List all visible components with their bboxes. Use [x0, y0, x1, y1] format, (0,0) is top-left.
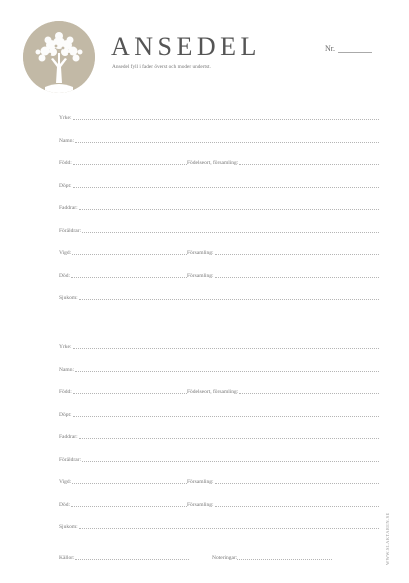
sub-field-label: Födelseort, församling: [187, 389, 239, 395]
field-label: Yrke: [59, 344, 72, 350]
field-label: Sjukom: [59, 295, 78, 301]
field-line[interactable] [79, 528, 379, 529]
number-label: Nr. [325, 44, 335, 53]
field-label: Faddrar: [59, 434, 78, 440]
tree-icon [23, 21, 95, 93]
sub-field-label: Församling: [187, 479, 214, 485]
sources-field[interactable] [59, 553, 189, 561]
form-field-row[interactable] [59, 522, 379, 530]
notes-line[interactable] [237, 559, 332, 560]
field-line[interactable] [75, 371, 379, 372]
form-field-row[interactable] [59, 387, 379, 395]
form-field-row[interactable] [59, 136, 379, 144]
field-label: Faddrar: [59, 205, 78, 211]
sub-field[interactable] [187, 389, 379, 395]
field-label: Född: [59, 160, 72, 166]
form-field-row[interactable] [59, 410, 379, 418]
sub-field[interactable] [187, 160, 379, 166]
form-field-row[interactable] [59, 365, 379, 373]
field-label: Död: [59, 272, 70, 279]
form-field-row[interactable] [59, 248, 379, 256]
field-line[interactable] [75, 142, 379, 143]
field-line[interactable] [79, 299, 379, 300]
field-line[interactable] [79, 438, 379, 439]
field-label: Sjukom: [59, 524, 78, 530]
form-field-row[interactable] [59, 203, 379, 211]
sub-field[interactable] [187, 250, 379, 256]
field-label: Föräldrar: [59, 456, 81, 463]
form-field-row[interactable] [59, 432, 379, 440]
field-label: Föräldrar: [59, 227, 81, 234]
form-field-row[interactable] [59, 342, 379, 350]
number-line[interactable] [338, 44, 372, 53]
page-title: ANSEDEL [111, 32, 261, 61]
field-line[interactable] [73, 416, 379, 417]
form-field-row[interactable] [59, 113, 379, 121]
sub-field-label: Födelseort, församling: [187, 160, 239, 166]
field-label: Född: [59, 389, 72, 395]
field-label: Döpt: [59, 182, 72, 189]
field-label: Yrke: [59, 115, 72, 121]
sub-field-line[interactable] [239, 393, 379, 394]
field-label: Vigd: [59, 479, 72, 485]
field-line[interactable] [73, 187, 379, 188]
field-label: Döpt: [59, 411, 72, 418]
field-line[interactable] [73, 348, 379, 349]
form-field-row[interactable] [59, 455, 379, 463]
sources-label: Källor: [59, 555, 75, 561]
form-field-row[interactable] [59, 271, 379, 279]
sub-field-line[interactable] [215, 506, 379, 507]
field-label: Namn: [59, 366, 74, 373]
field-line[interactable] [73, 119, 379, 120]
sub-field[interactable] [187, 502, 379, 508]
notes-label: Noteringar: [212, 555, 238, 561]
sub-field-label: Församling: [187, 501, 214, 508]
sub-field-line[interactable] [215, 277, 379, 278]
field-line[interactable] [79, 209, 379, 210]
field-label: Vigd: [59, 250, 72, 256]
form-field-row[interactable] [59, 477, 379, 485]
sub-field[interactable] [187, 273, 379, 279]
form-field-row[interactable] [59, 226, 379, 234]
form-field-row[interactable] [59, 181, 379, 189]
form-field-row[interactable] [59, 293, 379, 301]
sub-field[interactable] [187, 479, 379, 485]
notes-field[interactable] [212, 553, 332, 561]
page-subtitle: Ansedel fyll i fader överst och moder undertst. [112, 64, 211, 70]
form-field-row[interactable] [59, 158, 379, 166]
field-label: Död: [59, 501, 70, 508]
sub-field-label: Församling: [187, 272, 214, 279]
sources-line[interactable] [75, 559, 189, 560]
field-label: Namn: [59, 137, 74, 144]
logo [23, 21, 95, 93]
sub-field-label: Församling: [187, 250, 214, 256]
sub-field-line[interactable] [215, 254, 379, 255]
form-field-row[interactable] [59, 500, 379, 508]
sub-field-line[interactable] [239, 164, 379, 165]
field-line[interactable] [82, 461, 379, 462]
number-field[interactable] [325, 44, 372, 53]
field-line[interactable] [82, 232, 379, 233]
side-watermark: WWW.SLAKTAREN.SE [385, 512, 390, 565]
sub-field-line[interactable] [215, 483, 379, 484]
